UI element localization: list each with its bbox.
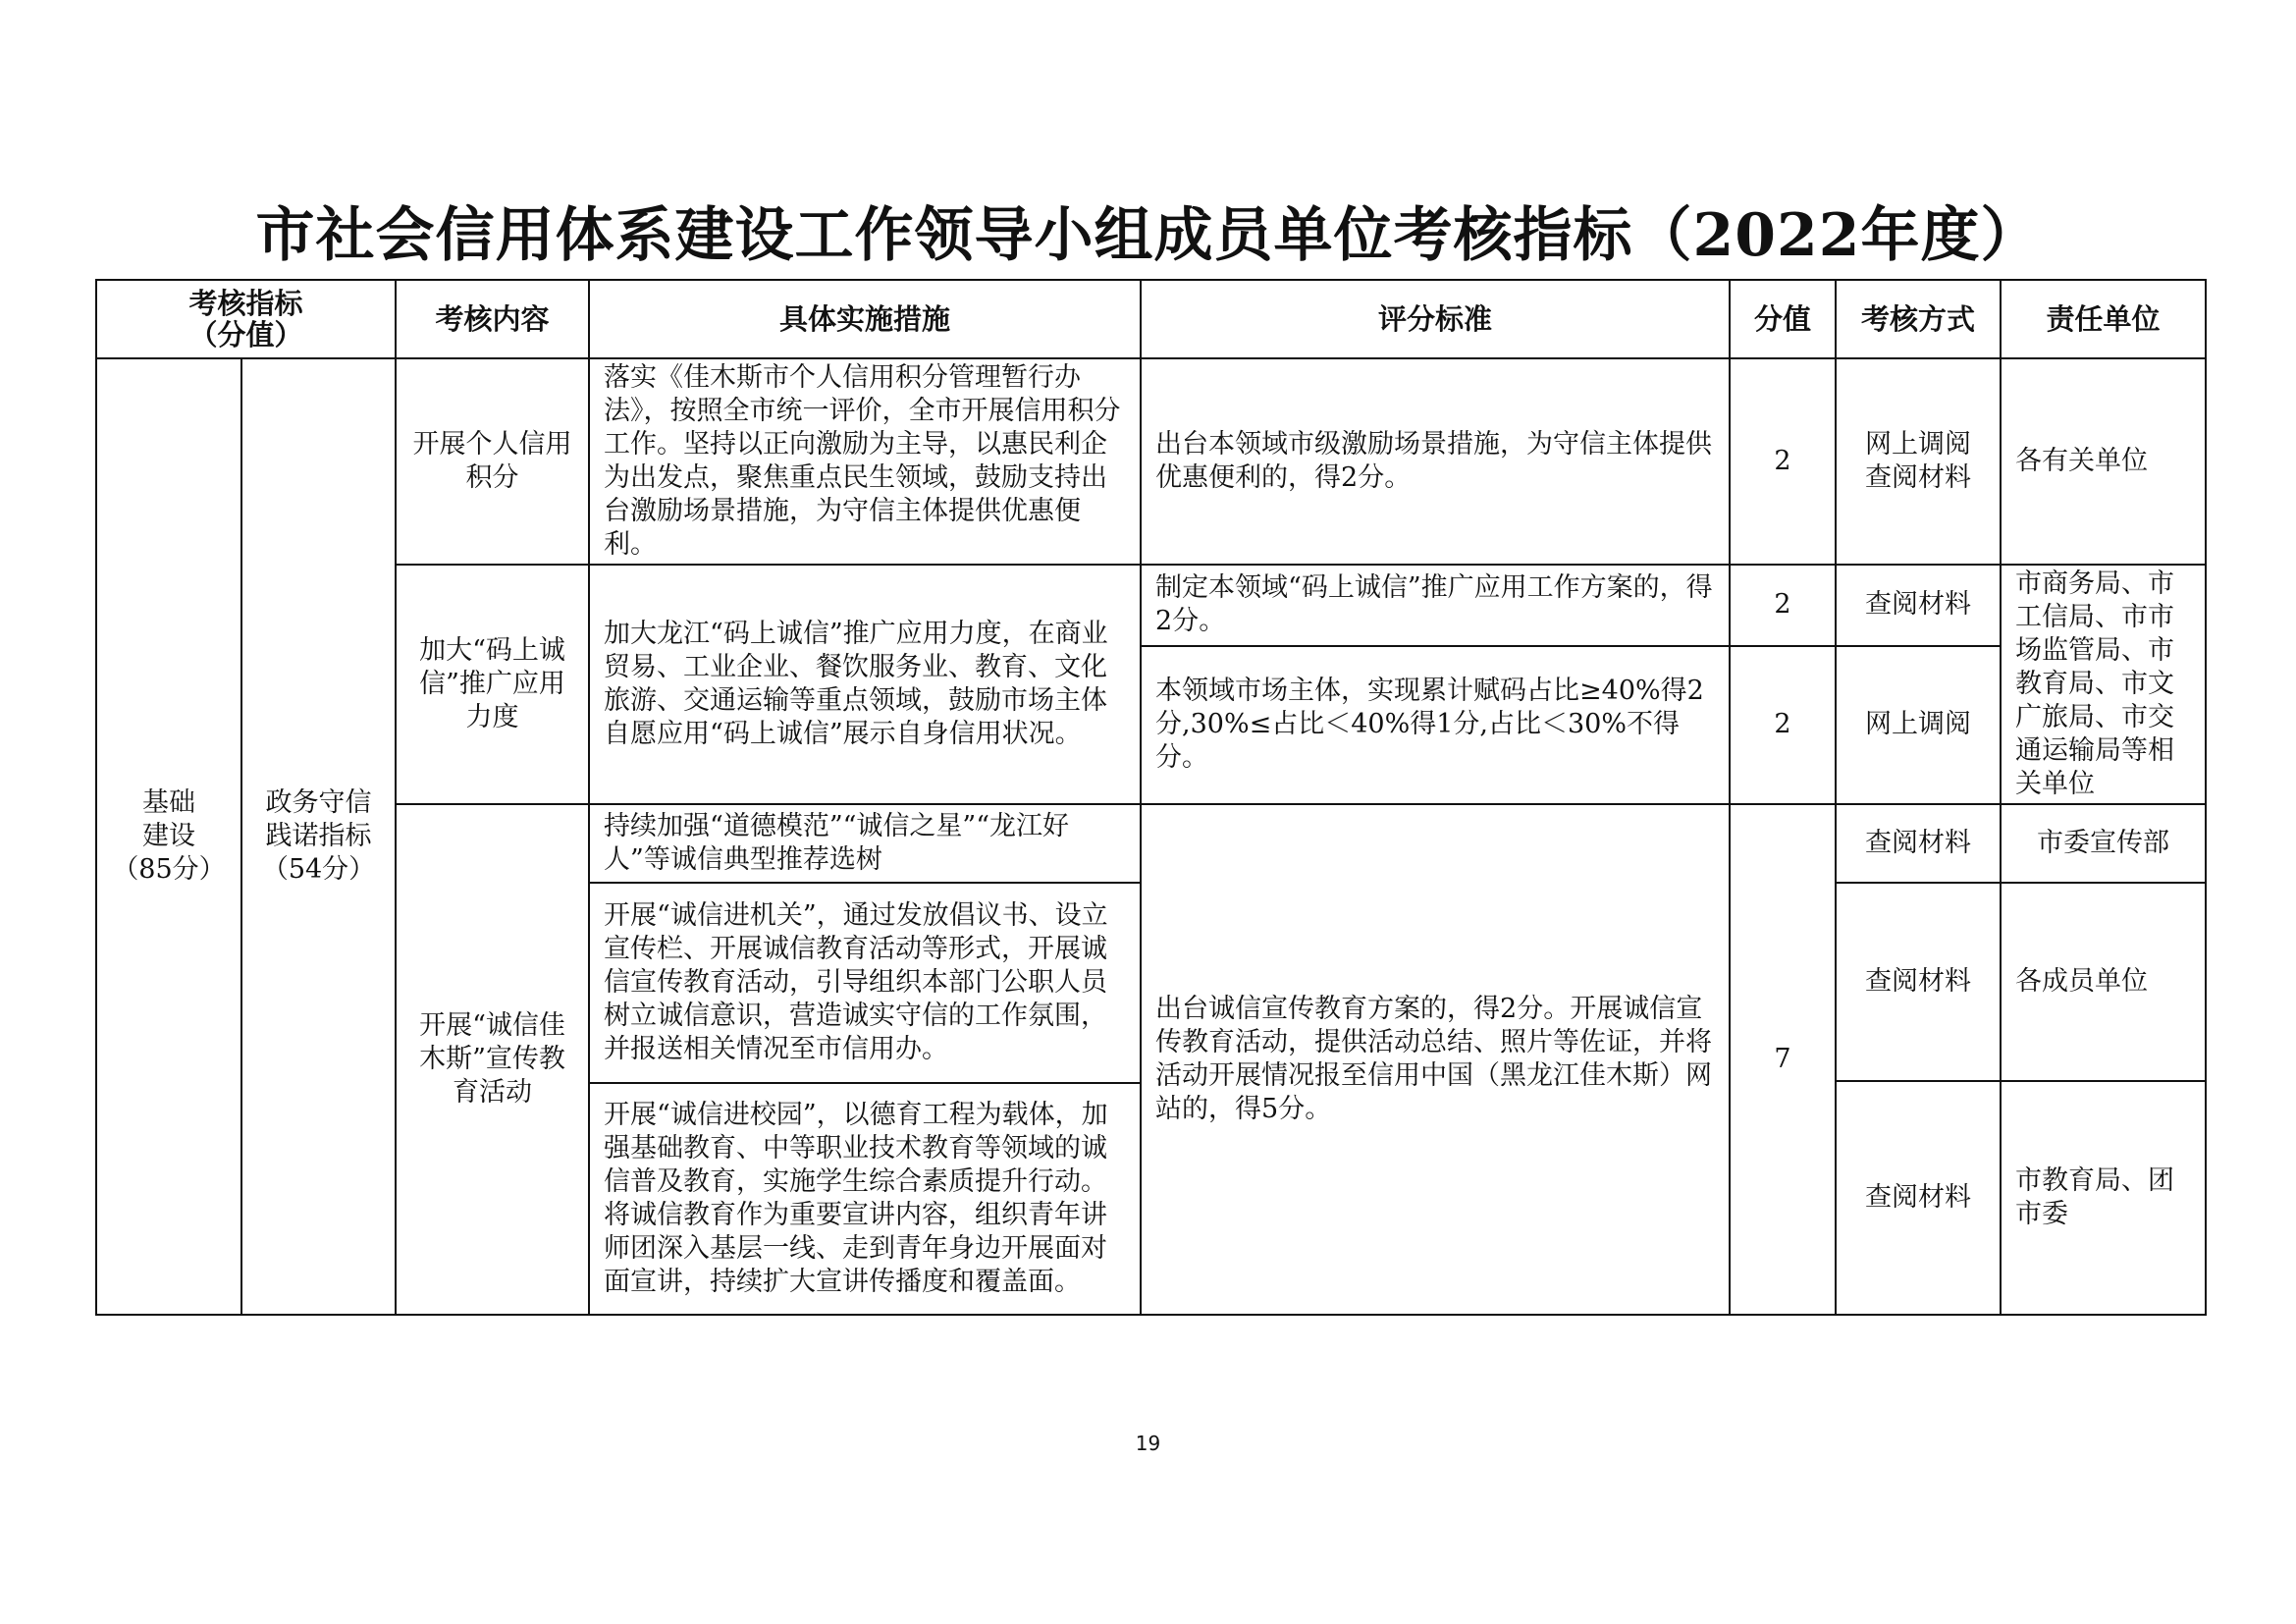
score-cell: 7 xyxy=(1730,804,1836,1315)
header-indicator-line2: （分值） xyxy=(188,318,303,352)
method-line: 查阅材料 xyxy=(1865,462,1972,493)
score-cell: 2 xyxy=(1730,358,1836,565)
method-cell: 网上调阅 xyxy=(1836,646,2001,804)
category-level2 xyxy=(241,358,396,1315)
header-criteria: 评分标准 xyxy=(1141,280,1730,358)
criteria-cell: 本领域市场主体，实现累计赋码占比≥40%得2分,30%≤占比＜40%得1分,占比＜30%不得分。 xyxy=(1141,646,1730,804)
header-method: 考核方式 xyxy=(1836,280,2001,358)
score-cell: 2 xyxy=(1730,565,1836,646)
method-cell: 查阅材料 xyxy=(1836,565,2001,646)
content-cell: 开展“诚信佳木斯”宣传教育活动 xyxy=(396,804,589,1315)
table-row xyxy=(96,565,2206,646)
category-level2-line1: 政务守信 xyxy=(265,787,372,818)
method-cell: 查阅材料 xyxy=(1836,1081,2001,1315)
criteria-cell: 出台诚信宣传教育方案的，得2分。开展诚信宣传教育活动，提供活动总结、照片等佐证，并将活动开展情况报至信用中国（黑龙江佳木斯）网站的，得5分。 xyxy=(1141,804,1730,1315)
page-title: 市社会信用体系建设工作领导小组成员单位考核指标（2022年度） xyxy=(255,201,2041,270)
category-level1-line2: 建设 xyxy=(142,821,195,851)
category-level2-line3: （54分） xyxy=(261,854,376,885)
header-measures: 具体实施措施 xyxy=(589,280,1141,358)
header-content: 考核内容 xyxy=(396,280,589,358)
method-line: 网上调阅 xyxy=(1865,429,1972,460)
measure-cell: 开展“诚信进校园”，以德育工程为载体，加强基础教育、中等职业技术教育等领域的诚信普及教育，实施学生综合素质提升行动。将诚信教育作为重要宣讲内容，组织青年讲师团深入基层一线、走到青年身边开展面对面宣讲，持续扩大宣讲传播度和覆盖面。 xyxy=(589,1083,1141,1315)
header-indicator xyxy=(96,280,396,358)
header-score: 分值 xyxy=(1730,280,1836,358)
method-cell xyxy=(1836,358,2001,565)
measure-cell: 落实《佳木斯市个人信用积分管理暂行办法》，按照全市统一评价，全市开展信用积分工作。坚持以正向激励为主导，以惠民利企为出发点，聚焦重点民生领域，鼓励支持出台激励场景措施，为守信主体提供优惠便利。 xyxy=(589,358,1141,565)
criteria-cell: 制定本领域“码上诚信”推广应用工作方案的，得2分。 xyxy=(1141,565,1730,646)
category-level1-line1: 基础 xyxy=(142,787,195,818)
header-indicator-line1: 考核指标 xyxy=(188,287,303,320)
unit-cell: 市商务局、市工信局、市市场监管局、市教育局、市文广旅局、市交通运输局等相关单位 xyxy=(2001,565,2206,804)
unit-cell: 各成员单位 xyxy=(2001,883,2206,1081)
score-cell: 2 xyxy=(1730,646,1836,804)
criteria-cell: 出台本领域市级激励场景措施，为守信主体提供优惠便利的，得2分。 xyxy=(1141,358,1730,565)
measure-cell: 加大龙江“码上诚信”推广应用力度，在商业贸易、工业企业、餐饮服务业、教育、文化旅游、交通运输等重点领域，鼓励市场主体自愿应用“码上诚信”展示自身信用状况。 xyxy=(589,565,1141,804)
assessment-table xyxy=(95,279,2207,1316)
page-number: 19 xyxy=(1135,1432,1161,1455)
content-cell: 开展个人信用积分 xyxy=(396,358,589,565)
header-row xyxy=(96,280,2206,358)
measure-cell: 持续加强“道德模范”“诚信之星”“龙江好人”等诚信典型推荐选树 xyxy=(589,804,1141,883)
measure-cell: 开展“诚信进机关”，通过发放倡议书、设立宣传栏、开展诚信教育活动等形式，开展诚信宣传教育活动，引导组织本部门公职人员树立诚信意识，营造诚实守信的工作氛围，并报送相关情况至市信用办。 xyxy=(589,883,1141,1083)
category-level1-line3: （85分） xyxy=(112,854,226,885)
unit-cell: 市教育局、团市委 xyxy=(2001,1081,2206,1315)
table-row xyxy=(96,804,2206,883)
category-level2-line2: 践诺指标 xyxy=(265,821,372,851)
category-level1 xyxy=(96,358,241,1315)
unit-cell: 各有关单位 xyxy=(2001,358,2206,565)
content-cell: 加大“码上诚信”推广应用力度 xyxy=(396,565,589,804)
header-unit: 责任单位 xyxy=(2001,280,2206,358)
method-cell: 查阅材料 xyxy=(1836,804,2001,883)
table-row xyxy=(96,358,2206,565)
unit-cell: 市委宣传部 xyxy=(2001,804,2206,883)
method-cell: 查阅材料 xyxy=(1836,883,2001,1081)
